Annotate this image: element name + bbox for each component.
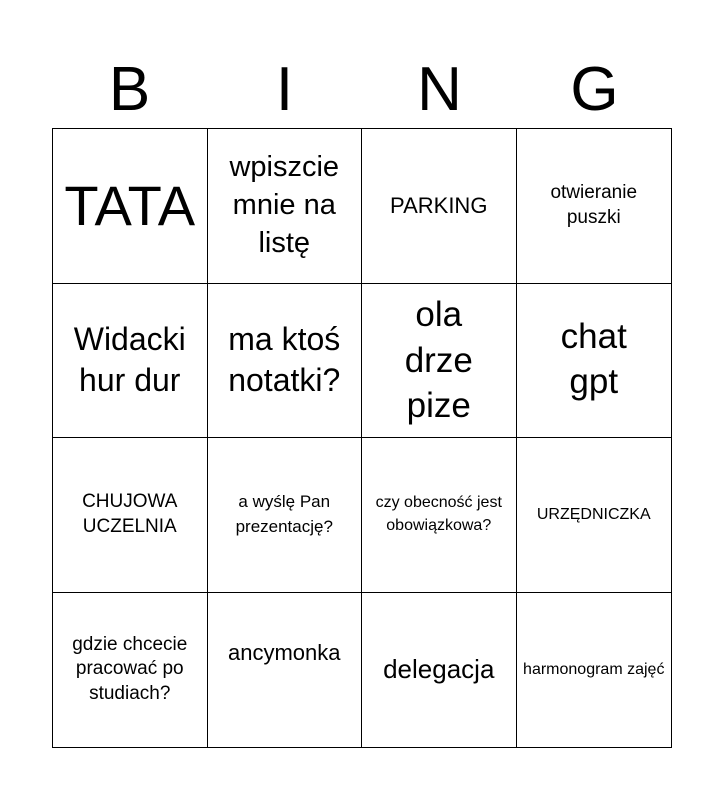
cell-text: CHUJOWA UCZELNIA xyxy=(82,491,178,537)
bingo-cell[interactable] xyxy=(53,593,208,748)
bingo-cell[interactable] xyxy=(208,593,363,748)
header-letter-n: N xyxy=(417,55,462,124)
cell-text: chat gpt xyxy=(560,316,627,401)
bingo-cell[interactable] xyxy=(208,129,363,284)
cell-text: gdzie chcecie pracować po studiach? xyxy=(72,633,188,705)
cell-text: a wyślę Pan prezentację? xyxy=(235,492,333,536)
bingo-cell[interactable] xyxy=(362,593,517,748)
cell-text: Widacki hur dur xyxy=(73,320,186,399)
header-letter-b: B xyxy=(108,55,151,124)
cell-text: otwieranie puszki xyxy=(550,182,638,228)
bingo-cell[interactable] xyxy=(362,438,517,593)
cell-text: TATA xyxy=(64,173,196,237)
cell-text: czy obecność jest obowiązkowa? xyxy=(375,494,502,534)
bingo-cell[interactable] xyxy=(53,129,208,284)
bingo-cell[interactable] xyxy=(53,284,208,439)
bingo-cell[interactable] xyxy=(208,284,363,439)
cell-text: ma ktoś notatki? xyxy=(228,320,341,399)
cell-text: delegacja xyxy=(383,653,495,684)
header-letter-g: G xyxy=(570,55,619,124)
cell-text: URZĘDNICZKA xyxy=(536,505,651,523)
cell-text: wpiszcie mnie na listę xyxy=(229,151,340,259)
cell-text: harmonogram zajęć xyxy=(523,660,665,678)
bingo-cell[interactable] xyxy=(362,284,517,439)
bingo-cell[interactable] xyxy=(517,593,672,748)
bingo-cell[interactable] xyxy=(517,129,672,284)
bingo-cell[interactable] xyxy=(517,284,672,439)
bingo-cell[interactable] xyxy=(517,438,672,593)
bingo-cell[interactable] xyxy=(208,438,363,593)
bingo-cell[interactable] xyxy=(53,438,208,593)
cell-text: ancymonka xyxy=(227,639,341,665)
cell-text: ola drze pize xyxy=(404,295,473,425)
header-letter-i: I xyxy=(275,55,294,124)
bingo-grid xyxy=(52,128,672,748)
bingo-header xyxy=(52,52,672,128)
cell-text: PARKING xyxy=(390,193,488,218)
bingo-cell[interactable] xyxy=(362,129,517,284)
